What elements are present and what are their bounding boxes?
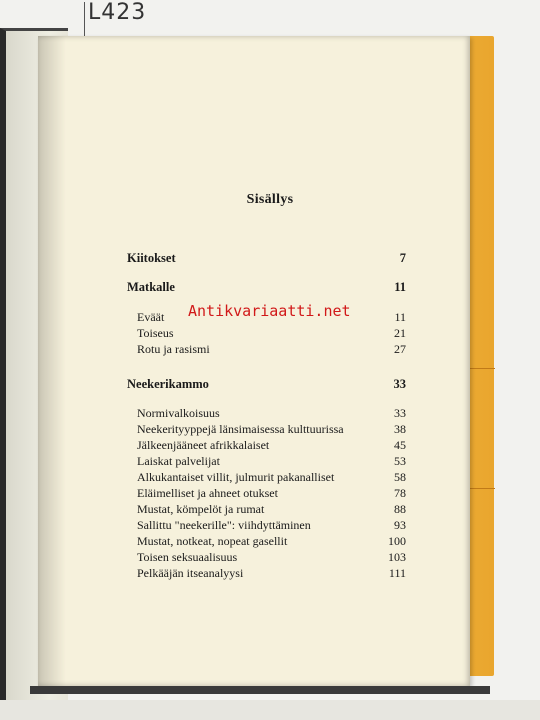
toc-entry <box>137 502 406 517</box>
toc-entry-label: Rotu ja rasismi <box>137 342 210 356</box>
toc-entry-page: 58 <box>394 470 406 484</box>
toc-entry <box>127 377 406 392</box>
toc-entry-page: 78 <box>394 486 406 500</box>
toc-entry-page: 88 <box>394 502 406 516</box>
handwritten-code: L423 <box>88 0 147 25</box>
toc-entry <box>137 470 406 485</box>
toc-entry <box>137 534 406 549</box>
toc-entry-label: Neekerikammo <box>127 377 209 391</box>
toc-entry-page: 111 <box>388 566 406 580</box>
toc-entry-page: 7 <box>399 251 406 265</box>
toc-entry-label: Pelkääjän itseanalyysi <box>137 566 244 580</box>
toc-entry-label: Laiskat palvelijat <box>137 454 220 468</box>
toc-entry-page: 27 <box>394 342 406 356</box>
toc-entry-label: Sallittu "neekerille": viihdyttäminen <box>137 518 311 532</box>
toc-entry-page: 11 <box>394 310 406 324</box>
toc-entry <box>137 342 406 357</box>
toc-entry-label: Toiseus <box>137 326 174 340</box>
toc-entry-page: 33 <box>394 406 406 420</box>
toc-entry-page: 21 <box>394 326 406 340</box>
toc-entry-label: Mustat, kömpelöt ja rumat <box>137 502 265 516</box>
toc-entry-page: 103 <box>388 550 406 564</box>
background-strip <box>0 700 540 720</box>
toc-entry <box>137 422 406 437</box>
toc-entry <box>137 454 406 469</box>
toc-entry-page: 45 <box>394 438 406 452</box>
toc-entry-label: Eväät <box>137 310 165 324</box>
toc-entry-label: Jälkeenjääneet afrikkalaiset <box>137 438 270 452</box>
toc-entry-label: Matkalle <box>127 280 175 294</box>
toc-entry <box>137 486 406 501</box>
toc-entry-label: Toisen seksuaalisuus <box>137 550 238 564</box>
toc-entry-label: Normivalkoisuus <box>137 406 220 420</box>
toc-entry <box>137 326 406 341</box>
page-gutter-shadow <box>38 36 66 686</box>
toc-entry <box>127 251 406 266</box>
book-page <box>38 36 470 686</box>
toc-entry-page: 93 <box>394 518 406 532</box>
toc-entry-page: 11 <box>394 280 406 294</box>
toc-entry <box>137 518 406 533</box>
toc-entry-label: Mustat, notkeat, nopeat gasellit <box>137 534 288 548</box>
toc-entry-label: Kiitokset <box>127 251 176 265</box>
toc-entry-page: 53 <box>394 454 406 468</box>
toc-entry <box>137 438 406 453</box>
toc-entry-page: 38 <box>394 422 406 436</box>
toc-title: Sisällys <box>246 192 294 207</box>
toc-entry-page: 33 <box>393 377 406 391</box>
toc-entry-label: Neekerityyppejä länsimaisessa kulttuurissa <box>137 422 344 436</box>
toc-entry <box>137 566 406 581</box>
toc-entry-label: Eläimelliset ja ahneet otukset <box>137 486 278 500</box>
toc-entry-page: 100 <box>388 534 406 548</box>
toc-entry-label: Alkukantaiset villit, julmurit pakanalliset <box>137 470 335 484</box>
book-edge-shadow <box>30 686 490 694</box>
pencil-mark <box>84 2 85 36</box>
toc-entry <box>127 280 406 295</box>
toc-entry <box>137 406 406 421</box>
toc-entry <box>137 550 406 565</box>
watermark-text: Antikvariaatti.net <box>188 302 351 320</box>
